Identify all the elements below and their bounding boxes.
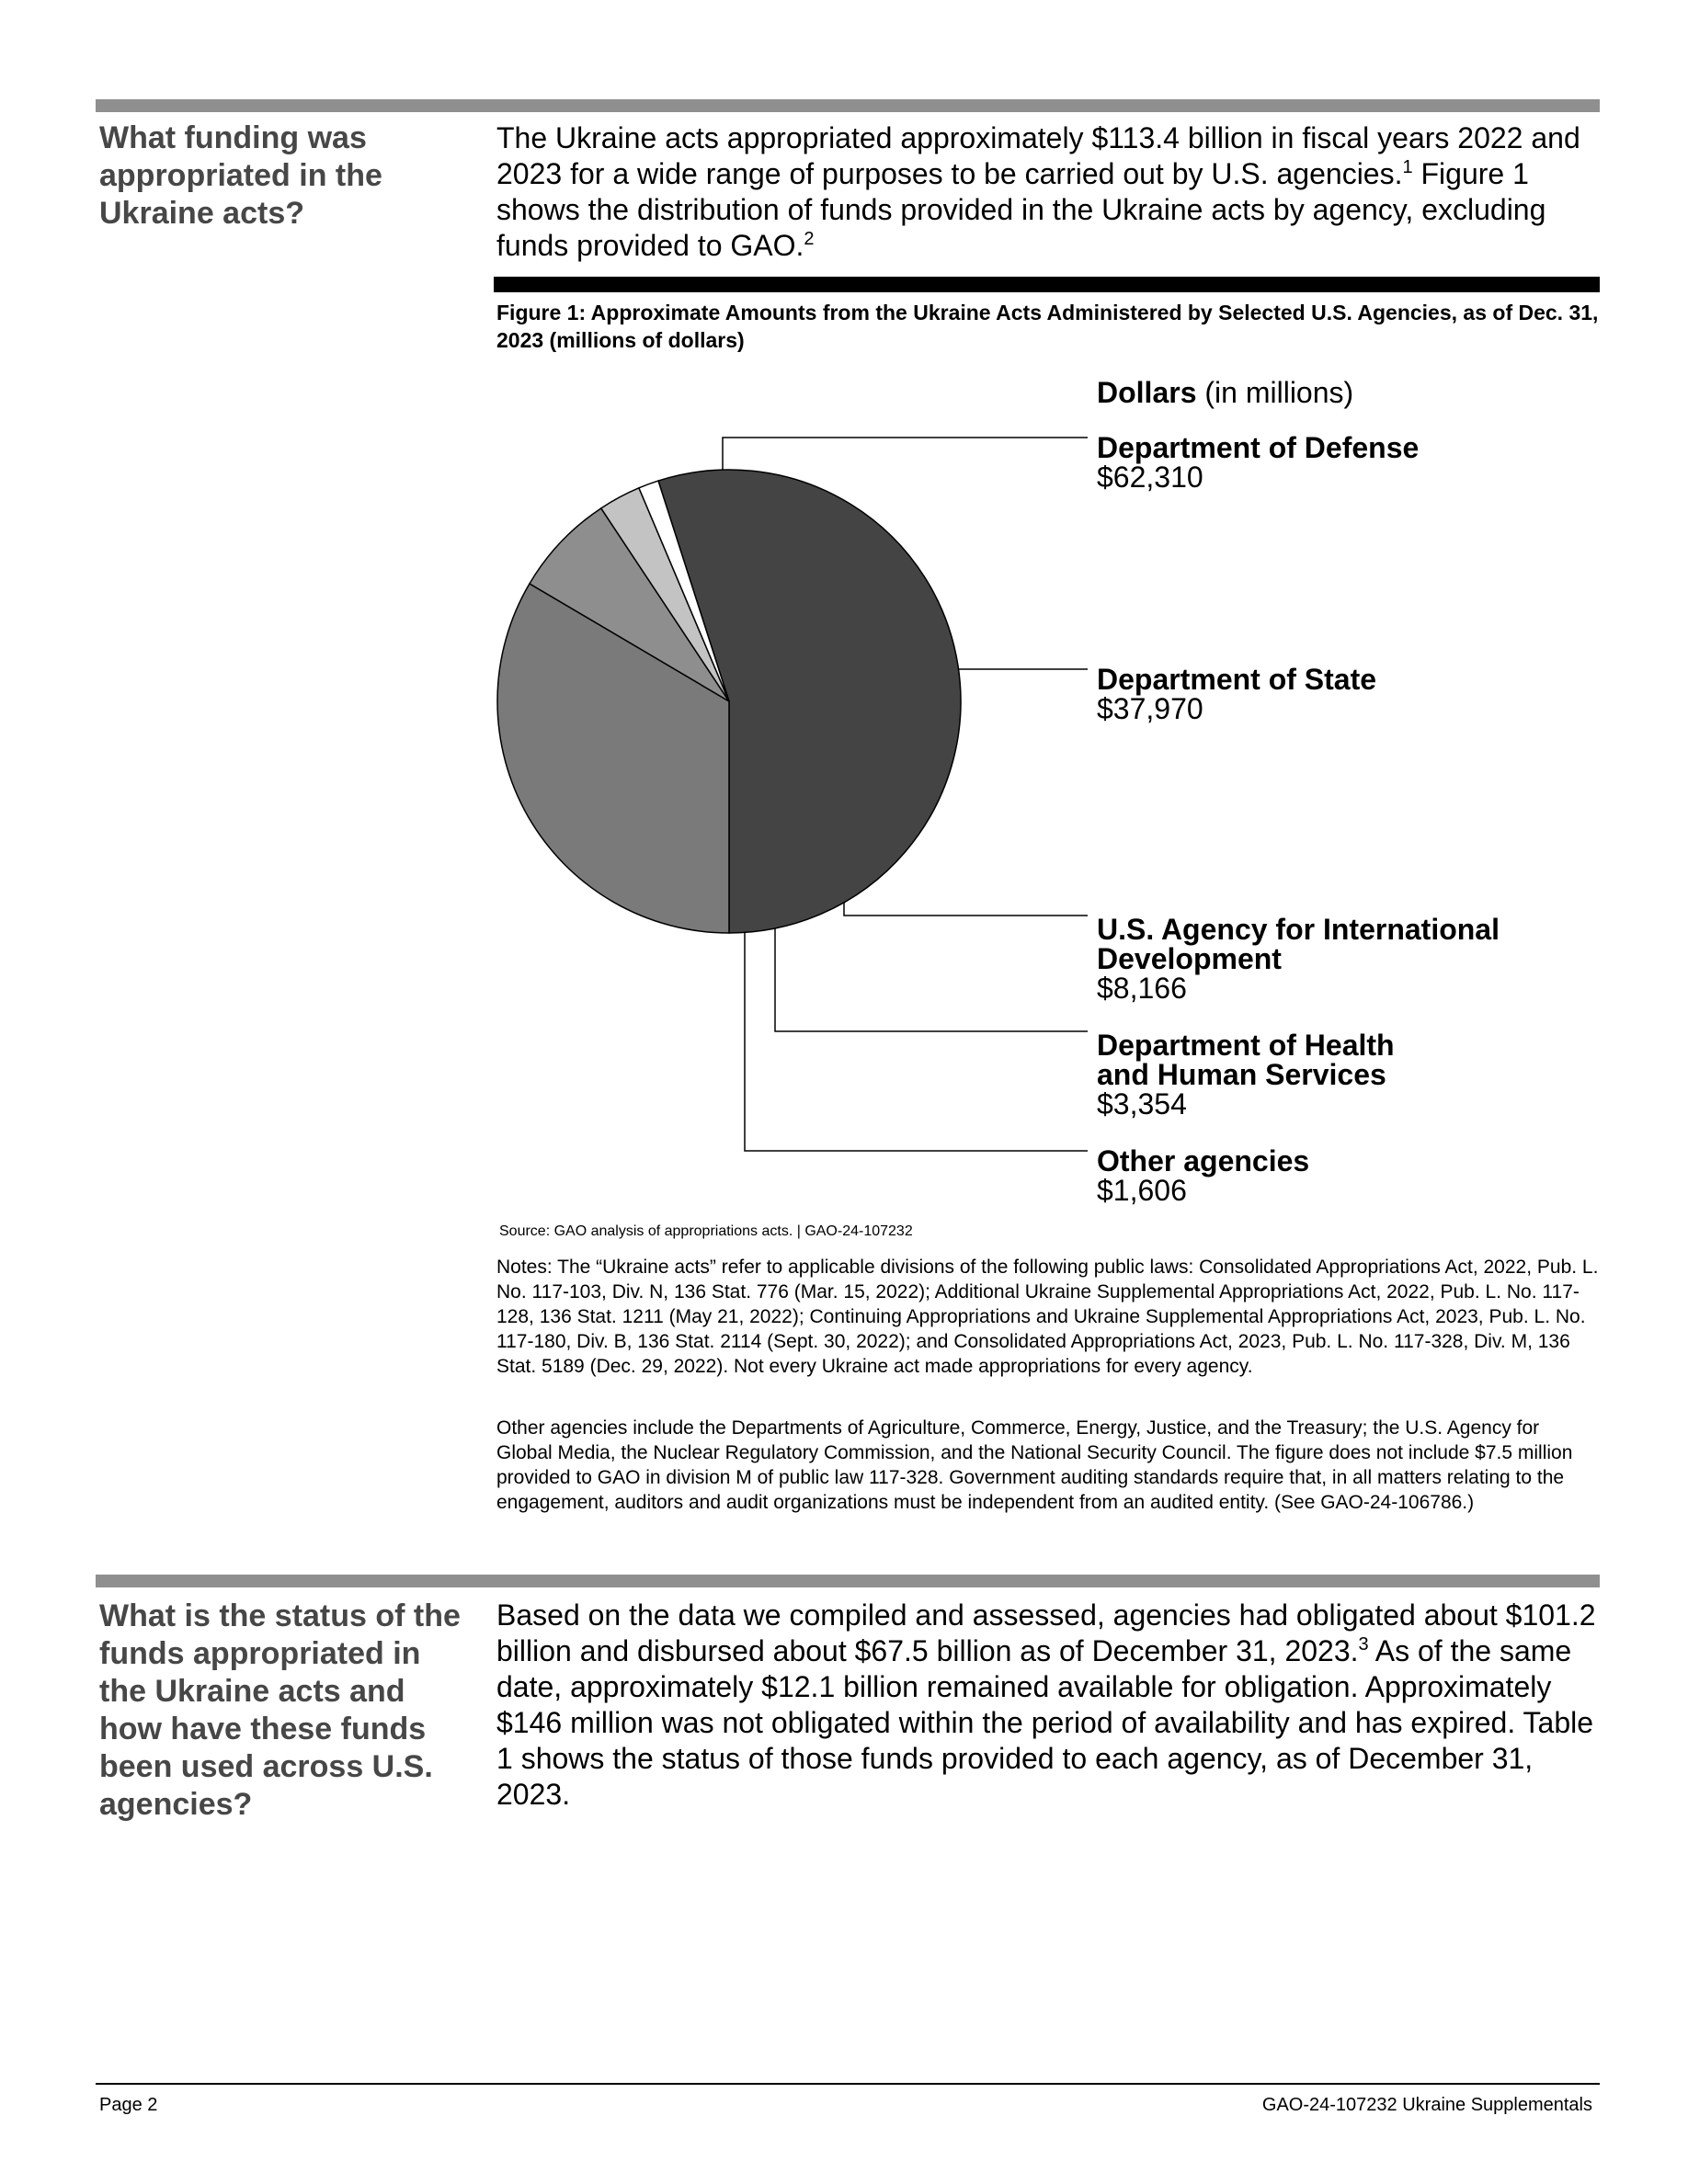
slice-label-name: Other agencies	[1097, 1144, 1310, 1177]
slice-label-name: Development	[1097, 942, 1282, 975]
paragraph-text: Based on the data we compiled and assessed, agencies had obligated about $101.2 billion and disbursed about $67.5 billion as of December 31, 2023.	[496, 1598, 1596, 1667]
section-heading-funding: What funding was appropriated in the Ukraine acts?	[99, 120, 382, 231]
chart-header-unit: (in millions)	[1196, 376, 1354, 409]
slice-label-value: $1,606	[1097, 1174, 1187, 1207]
slice-label-name: U.S. Agency for International	[1097, 913, 1500, 946]
slice-label-name: Department of Defense	[1097, 431, 1420, 464]
footer-rule	[96, 2083, 1600, 2085]
chart-header-bold: Dollars	[1097, 376, 1197, 409]
leader-line	[723, 438, 1088, 470]
leader-line	[844, 903, 1088, 916]
footnote-marker: 1	[1402, 157, 1413, 177]
section-paragraph-status	[496, 1598, 1600, 1813]
figure-title: Figure 1: Approximate Amounts from the Ukraine Acts Administered by Selected U.S. Agencies, as of Dec. 31, 2023 (millions of dollars)	[496, 301, 1599, 352]
section-divider	[96, 1575, 1600, 1587]
slice-label-name: Department of Health	[1097, 1029, 1395, 1062]
figure-notes-other-agencies: Other agencies include the Departments of Agriculture, Commerce, Energy, Justice, and the Treasury; the U.S. Agency for Global Media, the Nuclear Regulatory Commission, and the National Security Council. The figure does not include $7.5 million provided to GAO in division M of public law 117-328. Government auditing standards require that, in all matters relating to the engagement, auditors and audit organizations must be independent from an audited entity. (See GAO-24-106786.)	[496, 1417, 1573, 1513]
slice-label-name: Department of State	[1097, 663, 1377, 696]
paragraph-text: Figure 1 shows the distribution of funds provided in the Ukraine acts by agency, excluding funds provided to GAO.	[496, 157, 1546, 262]
slice-label-value: $3,354	[1097, 1087, 1187, 1120]
slice-label-name: and Human Services	[1097, 1058, 1386, 1091]
paragraph-text: As of the same date, approximately $12.1 billion remained available for obligation. Approximately $146 million was not obligated within the period of availability and has expired. Table 1 shows the status of those funds provided to each agency, as of December 31, 2023.	[496, 1634, 1594, 1811]
chart-header	[1097, 376, 1353, 409]
report-id: GAO-24-107232 Ukraine Supplementals	[1261, 2095, 1592, 2115]
leader-line	[775, 928, 1088, 1031]
footnote-marker: 3	[1358, 1634, 1369, 1655]
page-number: Page 2	[99, 2095, 158, 2115]
figure-source: Source: GAO analysis of appropriations acts. | GAO-24-107232	[499, 1223, 913, 1239]
slice-label-value: $8,166	[1097, 972, 1187, 1005]
figure-notes: Notes: The “Ukraine acts” refer to applicable divisions of the following public laws: Consolidated Appropriations Act, 2022, Pub. L. No. 117-103, Div. N, 136 Stat. 776 (Mar. 15, 2022); Additional Ukraine Supplemental Appropriations Act, 2022, Pub. L. No. 117-128, 136 Stat. 1211 (May 21, 2022); Continuing Appropriations and Ukraine Supplemental Appropriations Act, 2023, Pub. L. No. 117-180, Div. B, 136 Stat. 2114 (Sept. 30, 2022); and Consolidated Appropriations Act, 2023, Pub. L. No. 117-328, Div. M, 136 Stat. 5189 (Dec. 29, 2022). Not every Ukraine act made appropriations for every agency.	[496, 1257, 1599, 1377]
footnote-marker: 2	[804, 229, 815, 249]
slice-label-value: $37,970	[1097, 692, 1203, 725]
slice-label-value: $62,310	[1097, 461, 1203, 494]
leader-line	[745, 932, 1088, 1151]
section-heading-status: What is the status of the funds appropriated in the Ukraine acts and how have these funds been used across U.S. agencies?	[99, 1598, 461, 1822]
paragraph-text: The Ukraine acts appropriated approximately $113.4 billion in fiscal years 2022 and 2023 for a wide range of purposes to be carried out by U.S. agencies.	[496, 121, 1580, 190]
